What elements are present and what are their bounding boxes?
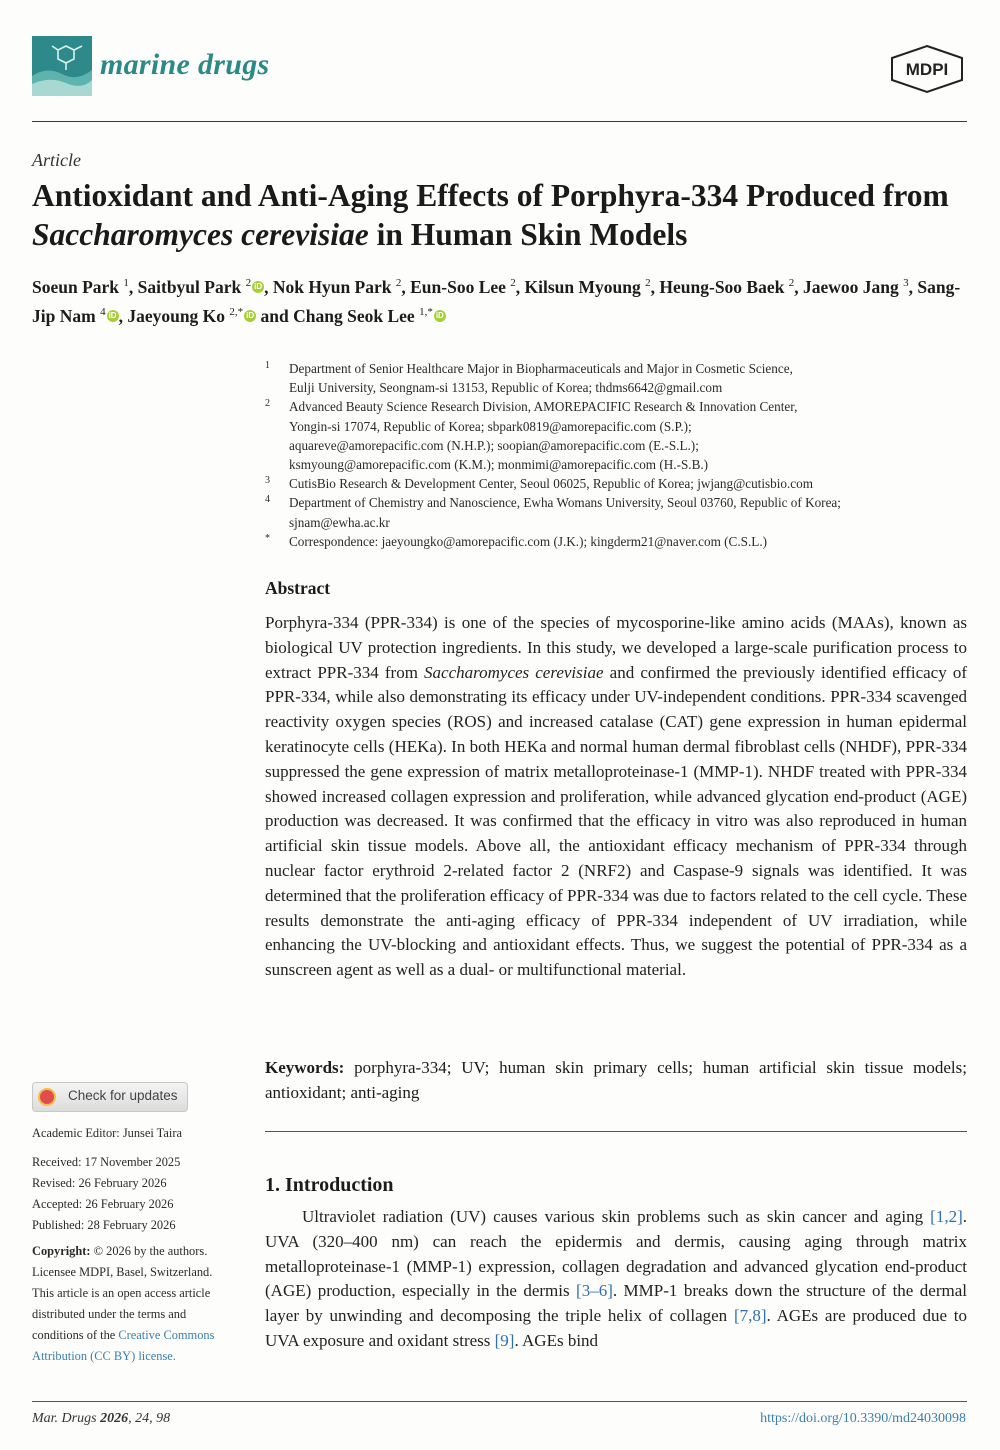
author-affiliation-sup: 2: [645, 277, 651, 289]
affiliation-line: Department of Senior Healthcare Major in Biopharmaceuticals and Major in Cosmetic Science,: [289, 361, 793, 376]
affiliation-line: ksmyoung@amorepacific.com (K.M.); monmimi@amorepacific.com (H.-S.B.): [289, 457, 709, 473]
affiliation-line: Advanced Beauty Science Research Division, AMOREPACIFIC Research & Innovation Center,: [289, 399, 798, 415]
mdpi-logo-icon: [888, 44, 966, 94]
intro-text-run: . MMP-1 breaks down the structure of the dermal layer by unwinding and decomposing the triple helix of collagen: [265, 1281, 967, 1326]
citation-link[interactable]: [7,8]: [733, 1306, 767, 1326]
revised-date: Revised: 26 February 2026: [32, 1176, 167, 1190]
author-affiliation-sup: 2: [788, 277, 795, 289]
affiliation-item: [265, 359, 965, 397]
abstract-heading: Abstract: [265, 578, 331, 598]
affiliation-number: 2: [265, 398, 270, 410]
affiliation-line: CutisBio Research & Development Center, Seoul 06025, Republic of Korea; jwjang@cutisbio.com: [289, 476, 813, 492]
affiliation-line: Yongin-si 17074, Republic of Korea; sbpark0819@amorepacific.com (S.P.);: [289, 418, 692, 434]
keywords: Keywords: porphyra-334; UV; human skin primary cells; human artificial skin tissue models; antioxidant; anti-aging: [265, 1058, 967, 1102]
author-list: Soeun Park $^1$, Saitbyul Park $^2$ iD , Nok Hyun Park $^2$, Eun-Soo Lee $^2$, Kilsun Myoung $^2$, Heung-Soo Baek $^2$, Jaewoo Jang $^3$, Sang-Jip Nam $^4$ iD , Jaeyoung Ko $^{2,*}$ iD and Chang Seok Lee $^{1,*}$ iD: [32, 276, 961, 326]
intro-text-run: . UVA (320–400 nm) can reach the epidermis and dermis, causing aging through matrix metalloproteinase-1 (MMP-1) expression, collagen degradation and advanced glycation end-product (AGE) production, especially in the dermis: [265, 1207, 967, 1301]
intro-text-run: . AGEs are produced due to UVA exposure and oxidant stress: [265, 1306, 968, 1350]
check-for-updates-label[interactable]: Check for updates: [68, 1088, 178, 1103]
affiliations: [265, 359, 965, 551]
author-affiliation-sup: 2: [245, 277, 252, 289]
author-affiliation-sup: 4: [100, 305, 106, 318]
affiliation-item: [265, 493, 965, 531]
affiliation-line: Department of Chemistry and Nanoscience, Ewha Womans University, Seoul 03760, Republic of Korea;: [289, 495, 841, 511]
citation-link[interactable]: [9]: [494, 1330, 515, 1350]
article-title: Antioxidant and Anti-Aging Effects of Porphyra-334 Produced from Saccharomyces cerevisiae in Human Skin Models: [32, 178, 949, 252]
introduction-text: [265, 1205, 967, 1354]
article-type: Article: [32, 150, 81, 170]
published-date: Published: 28 February 2026: [32, 1218, 176, 1232]
author-affiliation-sup: 1,*: [419, 305, 433, 318]
intro-text-run: . AGEs bind: [514, 1330, 599, 1350]
received-date: Received: 17 November 2025: [32, 1155, 181, 1169]
author-affiliation-sup: 1: [123, 277, 129, 289]
intro-text-run: Ultraviolet radiation (UV) causes various skin problems such as skin cancer and aging: [302, 1207, 931, 1226]
abstract-divider: [265, 1131, 967, 1132]
author-name: Sang-Jip Nam: [32, 276, 961, 326]
affiliation-line: Correspondence: jaeyoungko@amorepacific.com (J.K.); kingderm21@naver.com (C.S.L.): [289, 533, 768, 549]
affiliation-line: aquareve@amorepacific.com (N.H.P.); soopian@amorepacific.com (E.-S.L.);: [289, 437, 699, 453]
author-name: Saitbyul Park: [137, 276, 242, 297]
journal-citation: Mar. Drugs 2026, 24, 98: [32, 1411, 171, 1426]
introduction-heading: 1. Introduction: [265, 1174, 394, 1196]
author-name: Soeun Park: [32, 276, 120, 297]
author-name: Eun-Soo Lee: [410, 276, 506, 297]
footer-divider: [32, 1401, 967, 1402]
affiliation-item: [265, 474, 965, 493]
author-name: Jaeyoung Ko: [127, 305, 226, 326]
author-affiliation-sup: 2: [510, 277, 516, 289]
author-name: Heung-Soo Baek: [659, 276, 785, 297]
copyright-notice: Copyright: © 2026 by the authors. Licensee MDPI, Basel, Switzerland. This article is an open access article distributed under the terms and conditions of the Creative Commons Attribution (CC BY) license.: [32, 1244, 215, 1363]
mdpi-logo-text: MDPI: [905, 60, 949, 79]
header-divider: [32, 121, 967, 122]
author-affiliation-sup: 3: [903, 277, 909, 289]
affiliation-item: [265, 532, 965, 551]
affiliation-line: Eulji University, Seongnam-si 13153, Republic of Korea; thdms6642@gmail.com: [289, 380, 723, 396]
author-name: Chang Seok Lee: [293, 305, 415, 326]
doi-link[interactable]: https://doi.org/10.3390/md24030098: [760, 1411, 966, 1426]
author-affiliation-sup: 2,*: [229, 305, 244, 318]
affiliation-number: 1: [265, 360, 270, 371]
affiliation-number: 4: [265, 494, 270, 506]
check-updates-icon: [38, 1088, 56, 1106]
orcid-icon[interactable]: iD: [246, 310, 255, 320]
author-name: Nok Hyun Park: [272, 276, 392, 297]
orcid-icon[interactable]: iD: [254, 281, 263, 291]
accepted-date: Accepted: 26 February 2026: [32, 1197, 174, 1211]
author-affiliation-sup: 2: [395, 277, 402, 289]
orcid-icon[interactable]: iD: [435, 310, 444, 320]
affiliation-item: [265, 397, 965, 474]
citation-link[interactable]: [1,2]: [930, 1207, 963, 1226]
author-name: Kilsun Myoung: [524, 276, 641, 297]
author-name: Jaewoo Jang: [802, 276, 899, 297]
cc-by-link[interactable]: Attribution (CC BY): [32, 1349, 136, 1363]
orcid-icon[interactable]: iD: [108, 310, 117, 320]
affiliation-number: 3: [265, 475, 270, 487]
affiliation-line: sjnam@ewha.ac.kr: [289, 514, 390, 530]
journal-logo-icon: [32, 36, 92, 96]
affiliation-number: *: [265, 532, 270, 544]
creative-commons-link[interactable]: Creative Commons: [118, 1328, 215, 1342]
journal-name: marine drugs: [100, 48, 270, 81]
abstract-text: Porphyra-334 (PPR-334) is one of the species of mycosporine-like amino acids (MAAs), known as biological UV protection ingredients. In this study, we developed a large-scale purification process to extract PPR-334 from Saccharomyces cerevisiae and confirmed the previously identified efficacy of PPR-334, while also demonstrating its efficacy under UV-independent conditions. PPR-334 scavenged reactivity oxygen species (ROS) and increased catalase (CAT) gene expression in human epidermal keratinocyte cells (HEKa). In both HEKa and normal human dermal fibroblast cells (NHDF), PPR-334 suppressed the gene expression of matrix metalloproteinase-1 (MMP-1). NHDF treated with PPR-334 showed increased collagen expression and proliferation, while advanced glycation end-product (AGE) production was decreased. It was confirmed that the efficacy in vitro was also reproduced in human artificial skin tissue models. Above all, the antioxidant efficacy mechanism of PPR-334 through nuclear factor erythroid 2-related factor 2 (NRF2) and Caspase-9 signals was identified. It was determined that the proliferation efficacy of PPR-334 was due to factors related to the cell cycle. These results demonstrate the anti-aging efficacy of PPR-334 independent of UV irradiation, while enhancing the UV-blocking and antioxidant effects. Thus, we suggest the potential of PPR-334 as a sunscreen agent as well as a dual- or multifunctional material.: [265, 613, 967, 980]
academic-editor: Academic Editor: Junsei Taira: [32, 1126, 182, 1140]
citation-link[interactable]: [3–6]: [576, 1281, 613, 1301]
